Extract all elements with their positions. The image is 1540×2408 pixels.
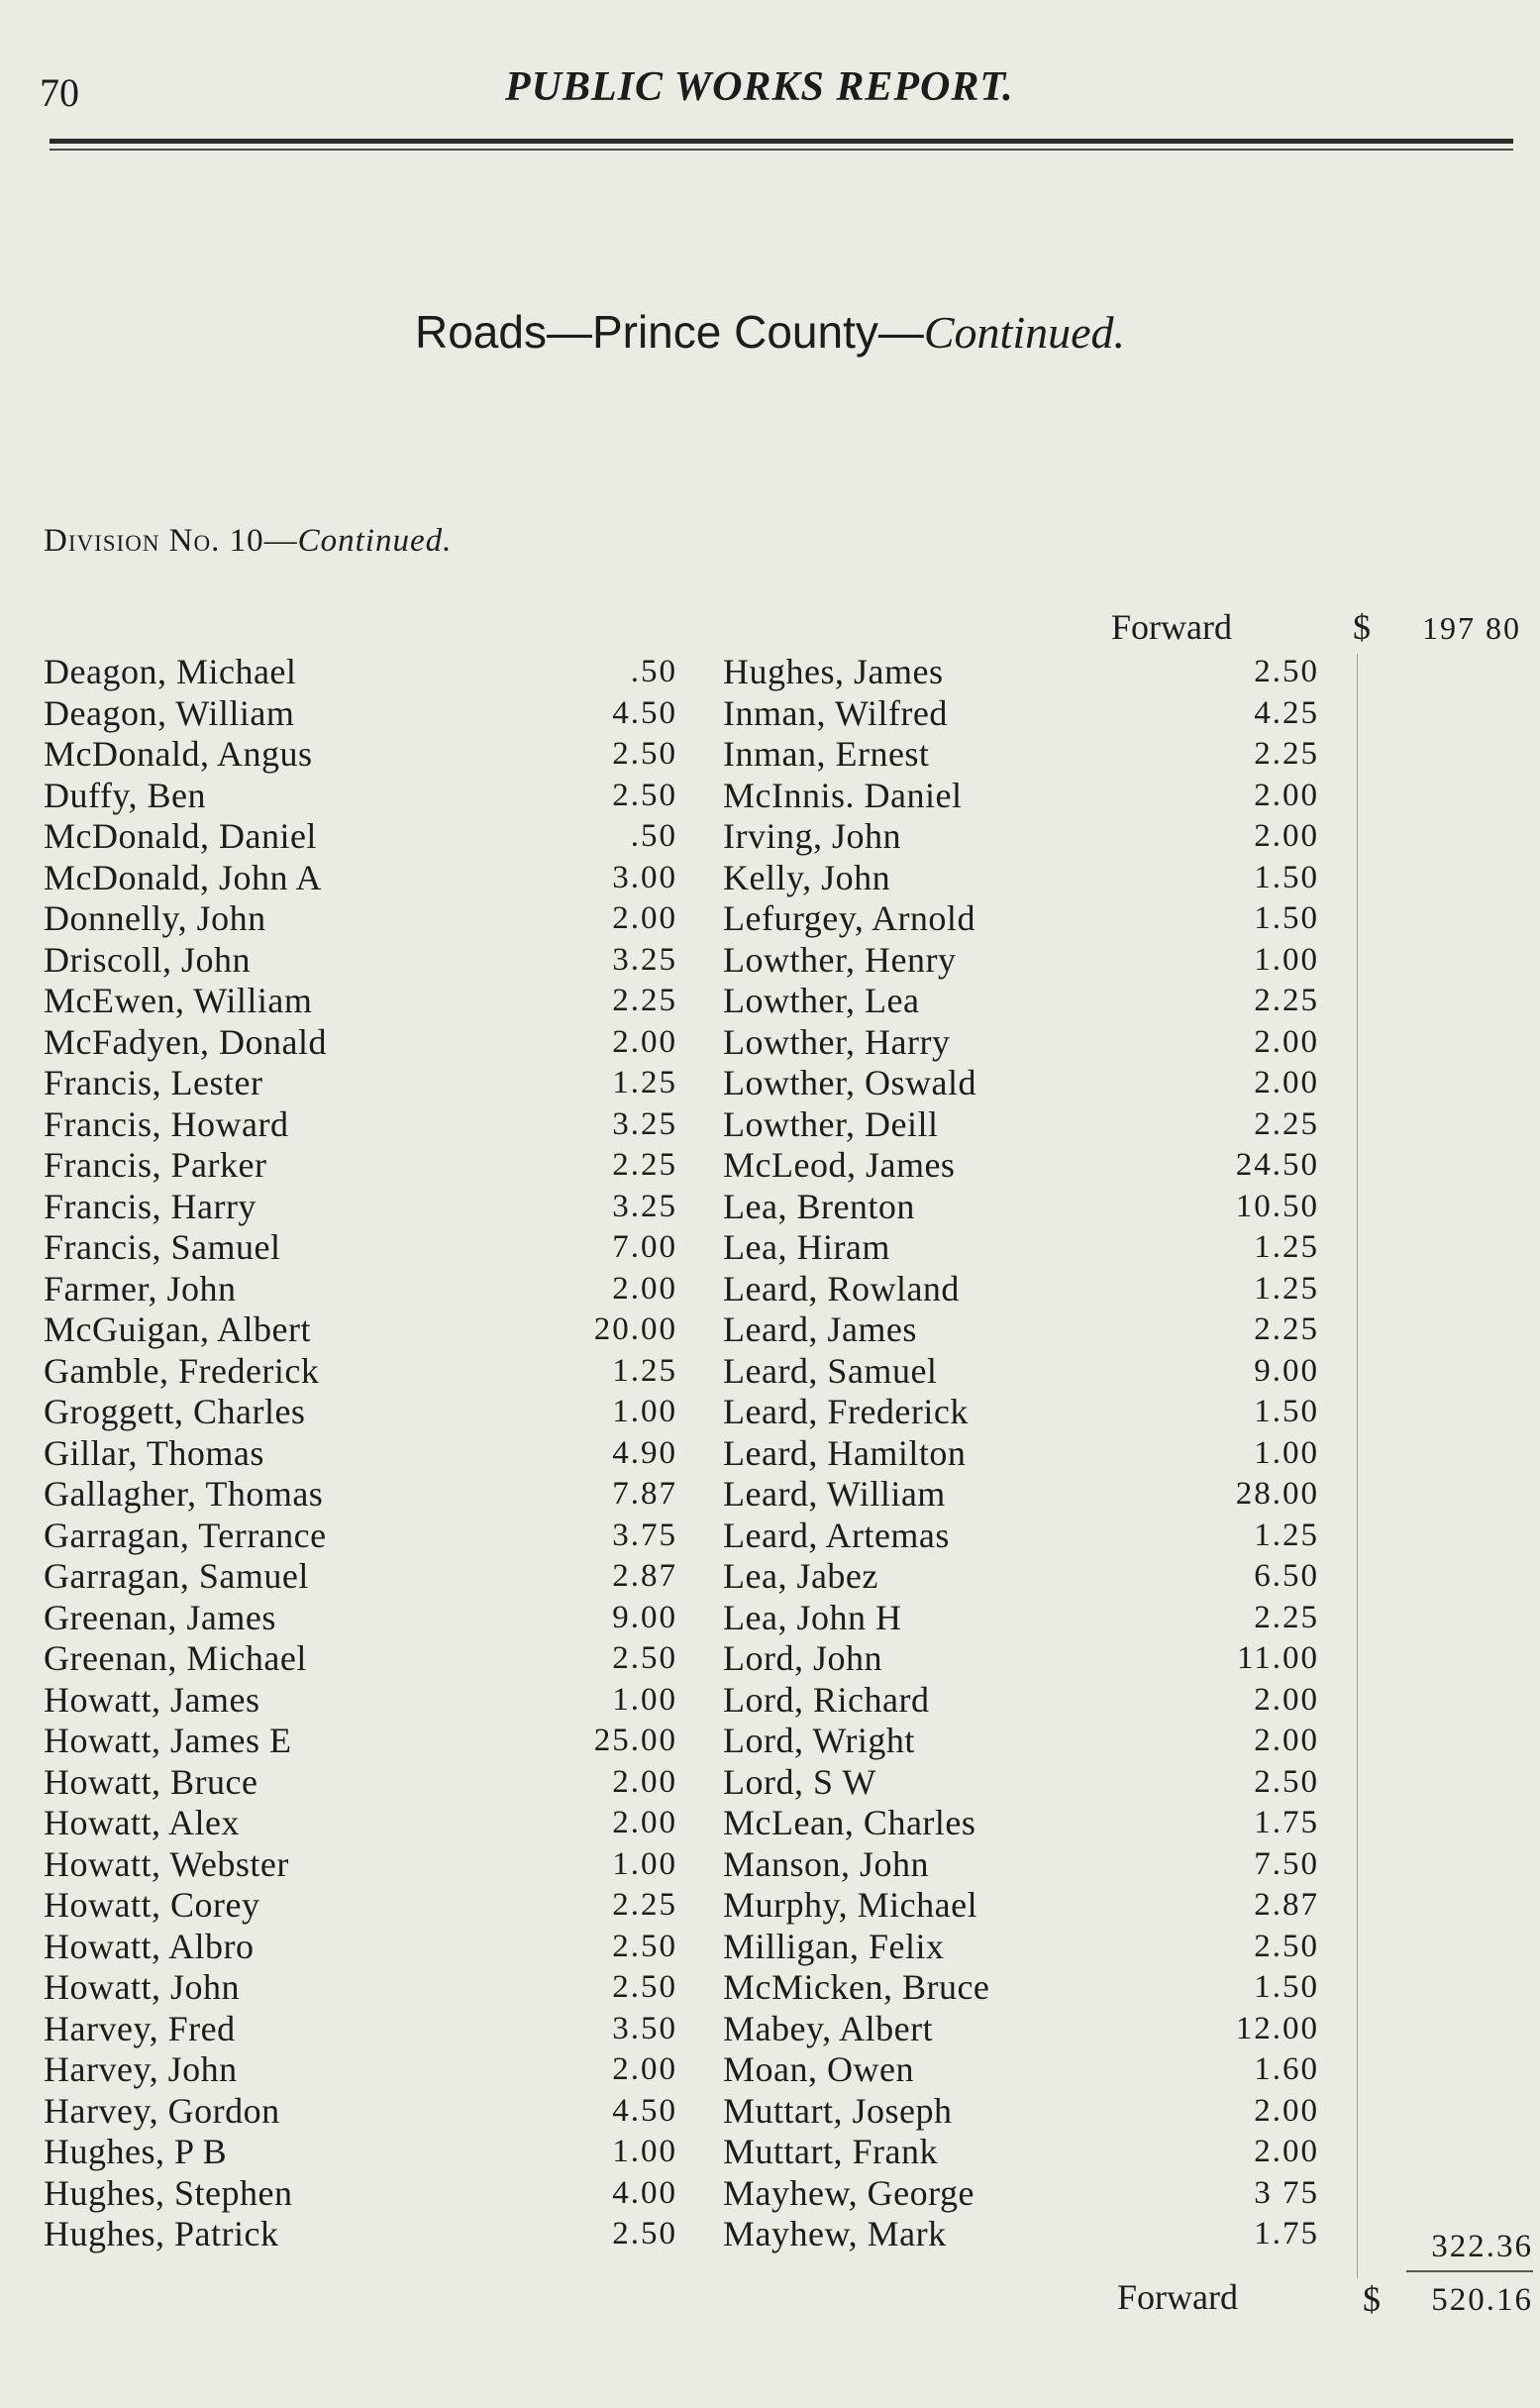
payee-name: Garragan, Terrance xyxy=(44,1515,327,1555)
payee-name: Mayhew, George xyxy=(723,2172,975,2213)
payee-name: Groggett, Charles xyxy=(44,1392,306,1431)
payee-name: Howatt, James E xyxy=(44,1721,292,1760)
payee-name: McMicken, Bruce xyxy=(723,1967,990,2007)
payee-amount: 1.00 xyxy=(612,1394,677,1429)
list-item xyxy=(44,1638,677,1680)
list-item xyxy=(44,1556,677,1598)
payee-name: McGuigan, Albert xyxy=(44,1309,311,1349)
payee-amount: 2.50 xyxy=(612,736,677,772)
list-item xyxy=(44,2132,677,2173)
division-continued: Continued. xyxy=(297,523,453,559)
payee-amount: 2.50 xyxy=(1254,1763,1319,1800)
list-item xyxy=(44,1351,677,1393)
payee-amount: 4.25 xyxy=(1254,694,1319,731)
list-item xyxy=(44,2173,677,2215)
payee-name: Howatt, Webster xyxy=(44,1843,289,1884)
payee-name: Gillar, Thomas xyxy=(44,1432,264,1473)
payee-amount: 4.50 xyxy=(612,2092,677,2129)
list-item xyxy=(723,1844,1357,1886)
running-head: PUBLIC WORKS REPORT. xyxy=(505,64,1014,110)
list-item xyxy=(44,1474,677,1516)
payee-name: McEwen, William xyxy=(44,981,313,1020)
list-item xyxy=(44,2214,677,2255)
payee-amount: 2.50 xyxy=(612,2216,677,2251)
payee-name: Garragan, Samuel xyxy=(44,1556,309,1596)
payee-name: McLeod, James xyxy=(723,1145,956,1185)
payee-name: Howatt, James xyxy=(44,1679,260,1720)
list-item xyxy=(44,1516,677,1557)
list-item xyxy=(723,1022,1357,1064)
payee-name: Farmer, John xyxy=(44,1268,237,1309)
amount-column-rule xyxy=(1357,654,1358,2278)
payee-name: Francis, Lester xyxy=(44,1063,263,1102)
section-title-main: Roads—Prince County— xyxy=(414,306,924,358)
list-item xyxy=(723,652,1357,693)
forward-bottom-label: Forward xyxy=(1117,2277,1238,2317)
list-item xyxy=(44,652,677,693)
payee-amount: 2.25 xyxy=(1254,736,1319,772)
payee-amount: 1.00 xyxy=(612,1845,677,1882)
payee-name: Lord, Wright xyxy=(723,1721,915,1760)
payee-amount: 1.50 xyxy=(1254,1394,1319,1429)
payee-name: Harvey, Gordon xyxy=(44,2090,280,2131)
payee-amount: 1.00 xyxy=(612,2134,677,2169)
list-item xyxy=(723,1351,1357,1393)
payee-amount: 2.50 xyxy=(612,1640,677,1676)
payee-amount: 2.50 xyxy=(612,1969,677,2005)
payee-amount: 2.00 xyxy=(1254,818,1319,854)
payee-amount: 4.50 xyxy=(612,694,677,731)
payee-name: McLean, Charles xyxy=(723,1803,976,1842)
division-label: Division No. 10— xyxy=(44,523,298,559)
payee-amount: 2.50 xyxy=(612,777,677,813)
list-item xyxy=(44,1844,677,1886)
payee-amount: 2.00 xyxy=(1254,2134,1319,2169)
list-item xyxy=(44,1927,677,1968)
payee-amount: 3.25 xyxy=(612,1105,677,1142)
list-item xyxy=(723,940,1357,982)
payee-name: McFadyen, Donald xyxy=(44,1021,327,1062)
list-item xyxy=(723,1187,1357,1228)
right-payee-list xyxy=(723,652,1357,2255)
list-item xyxy=(723,1762,1357,1804)
division-heading xyxy=(44,523,452,560)
list-item xyxy=(44,1227,677,1269)
payee-amount: 12.00 xyxy=(1235,2010,1319,2046)
list-item xyxy=(723,1556,1357,1598)
payee-name: Lowther, Lea xyxy=(723,981,920,1020)
payee-name: Inman, Wilfred xyxy=(723,692,948,733)
payee-name: Howatt, John xyxy=(44,1967,240,2007)
list-item xyxy=(723,734,1357,776)
list-item xyxy=(723,816,1357,858)
payee-amount: 20.00 xyxy=(593,1311,677,1347)
payee-name: Howatt, Corey xyxy=(44,1885,260,1925)
payee-name: Harvey, John xyxy=(44,2049,238,2089)
list-item xyxy=(723,2132,1357,2173)
forward-bottom-amount: 520.16 xyxy=(1431,2282,1533,2318)
payee-name: Leard, Hamilton xyxy=(723,1432,967,1473)
payee-amount: 1.25 xyxy=(1254,1270,1319,1307)
payee-amount: 7.87 xyxy=(612,1476,677,1512)
list-item xyxy=(44,1392,677,1433)
payee-amount: 4.90 xyxy=(612,1434,677,1471)
payee-name: Lea, Hiram xyxy=(723,1227,890,1267)
payee-amount: 2.00 xyxy=(612,900,677,936)
payee-amount: 2.25 xyxy=(1254,1599,1319,1635)
payee-amount: 10.50 xyxy=(1235,1188,1319,1224)
list-item xyxy=(44,1187,677,1228)
payee-name: Murphy, Michael xyxy=(723,1885,978,1925)
list-item xyxy=(723,1063,1357,1104)
list-item xyxy=(44,981,677,1022)
section-title-continued: Continued. xyxy=(923,307,1126,358)
list-item xyxy=(723,776,1357,817)
payee-name: Muttart, Frank xyxy=(723,2132,938,2171)
payee-amount: 2.50 xyxy=(1254,654,1319,689)
payee-name: McDonald, Angus xyxy=(44,734,313,774)
payee-name: Francis, Samuel xyxy=(44,1227,281,1267)
payee-name: Lowther, Henry xyxy=(723,939,957,980)
list-item xyxy=(723,1803,1357,1844)
page-number: 70 xyxy=(40,70,79,115)
payee-name: Gallagher, Thomas xyxy=(44,1474,324,1514)
payee-amount: .50 xyxy=(630,818,677,854)
payee-amount: 2.00 xyxy=(612,1023,677,1060)
payee-amount: 1.00 xyxy=(1254,941,1319,978)
list-item xyxy=(723,1392,1357,1433)
list-item xyxy=(723,1967,1357,2009)
list-item xyxy=(44,1063,677,1104)
payee-name: Deagon, William xyxy=(44,692,295,733)
list-item xyxy=(723,1638,1357,1680)
payee-name: Lowther, Deill xyxy=(723,1103,939,1144)
list-item xyxy=(44,2009,677,2050)
list-item xyxy=(44,2091,677,2133)
header-rule-thick xyxy=(50,139,1513,144)
list-item xyxy=(723,1927,1357,1968)
payee-amount: 4.00 xyxy=(612,2174,677,2211)
payee-name: Irving, John xyxy=(723,816,901,856)
payee-amount: 1.25 xyxy=(612,1065,677,1100)
forward-top-currency: $ xyxy=(1353,607,1371,647)
payee-amount: 2.00 xyxy=(1254,1681,1319,1718)
payee-amount: 2.50 xyxy=(612,1928,677,1964)
payee-amount: 2.25 xyxy=(612,1887,677,1923)
payee-name: Lord, Richard xyxy=(723,1679,930,1720)
payee-amount: 2.87 xyxy=(1254,1887,1319,1923)
payee-amount: 1.25 xyxy=(612,1352,677,1389)
section-title xyxy=(0,305,1540,359)
payee-name: Lord, S W xyxy=(723,1761,876,1802)
payee-name: Leard, William xyxy=(723,1474,946,1514)
payee-name: Deagon, Michael xyxy=(44,652,297,691)
list-item xyxy=(723,1885,1357,1927)
payee-name: McDonald, Daniel xyxy=(44,816,317,856)
payee-amount: 2.00 xyxy=(1254,1723,1319,1758)
list-item xyxy=(723,898,1357,940)
list-item xyxy=(44,1269,677,1310)
list-item xyxy=(723,1145,1357,1187)
payee-amount: 24.50 xyxy=(1235,1147,1319,1183)
list-item xyxy=(44,1885,677,1927)
payee-amount: 2.00 xyxy=(612,1805,677,1840)
payee-name: Lea, Jabez xyxy=(723,1556,878,1596)
payee-name: Driscoll, John xyxy=(44,939,251,980)
payee-name: Hughes, Patrick xyxy=(44,2214,279,2253)
payee-name: Lord, John xyxy=(723,1638,882,1678)
payee-name: Greenan, James xyxy=(44,1597,276,1637)
list-item xyxy=(44,1309,677,1351)
list-item xyxy=(723,1598,1357,1639)
payee-amount: 7.50 xyxy=(1254,1845,1319,1882)
list-item xyxy=(723,1516,1357,1557)
list-item xyxy=(44,1762,677,1804)
payee-amount: 1.25 xyxy=(1254,1229,1319,1265)
list-item xyxy=(723,1721,1357,1762)
total-rule xyxy=(1406,2270,1533,2272)
payee-amount: 6.50 xyxy=(1254,1558,1319,1594)
list-item xyxy=(44,1022,677,1064)
payee-name: Howatt, Alex xyxy=(44,1803,240,1842)
payee-name: Greenan, Michael xyxy=(44,1638,307,1678)
list-item xyxy=(44,898,677,940)
payee-amount: 7.00 xyxy=(612,1229,677,1265)
payee-amount: 2.25 xyxy=(1254,983,1319,1018)
payee-amount: 2.00 xyxy=(1254,1065,1319,1100)
payee-name: Gamble, Frederick xyxy=(44,1350,320,1391)
list-item xyxy=(44,693,677,735)
payee-amount: 3.25 xyxy=(612,1188,677,1224)
payee-name: Lowther, Oswald xyxy=(723,1063,977,1102)
forward-bottom-currency: $ xyxy=(1363,2279,1381,2319)
payee-amount: 25.00 xyxy=(593,1723,677,1758)
payee-amount: 3.25 xyxy=(612,941,677,978)
payee-name: Hughes, P B xyxy=(44,2132,228,2171)
list-item xyxy=(723,2173,1357,2215)
payee-amount: 3.75 xyxy=(612,1517,677,1553)
payee-name: Francis, Parker xyxy=(44,1145,267,1185)
payee-name: Milligan, Felix xyxy=(723,1926,945,1966)
payee-name: Hughes, Stephen xyxy=(44,2172,293,2213)
payee-amount: 2.25 xyxy=(612,983,677,1018)
list-item xyxy=(44,1104,677,1146)
forward-top-label: Forward xyxy=(1111,607,1232,647)
payee-name: Donnelly, John xyxy=(44,898,266,938)
list-item xyxy=(723,693,1357,735)
payee-name: Lea, John H xyxy=(723,1597,902,1637)
payee-name: Harvey, Fred xyxy=(44,2008,236,2048)
payee-amount: 11.00 xyxy=(1236,1640,1319,1676)
payee-amount: 2.00 xyxy=(1254,2092,1319,2129)
column-total: 322.36 xyxy=(1431,2229,1533,2264)
payee-name: Lea, Brenton xyxy=(723,1186,915,1226)
payee-name: Francis, Harry xyxy=(44,1186,257,1226)
list-item xyxy=(723,1309,1357,1351)
payee-amount: 3.50 xyxy=(612,2010,677,2046)
list-item xyxy=(723,1433,1357,1475)
list-item xyxy=(723,2049,1357,2091)
payee-amount: .50 xyxy=(630,654,677,689)
payee-name: Leard, Frederick xyxy=(723,1392,969,1431)
list-item xyxy=(44,1721,677,1762)
left-payee-list xyxy=(44,652,677,2255)
payee-name: Duffy, Ben xyxy=(44,775,206,815)
payee-amount: 1.50 xyxy=(1254,1969,1319,2005)
list-item xyxy=(723,981,1357,1022)
list-item xyxy=(44,1145,677,1187)
payee-amount: 9.00 xyxy=(1254,1352,1319,1389)
payee-name: Mabey, Albert xyxy=(723,2008,934,2048)
payee-amount: 1.00 xyxy=(612,1681,677,1718)
payee-amount: 2.00 xyxy=(1254,777,1319,813)
list-item xyxy=(723,2214,1357,2255)
list-item xyxy=(44,2049,677,2091)
payee-amount: 3.00 xyxy=(612,859,677,895)
list-item xyxy=(44,1803,677,1844)
payee-name: McInnis. Daniel xyxy=(723,775,963,815)
list-item xyxy=(44,1680,677,1722)
list-item xyxy=(723,858,1357,899)
list-item xyxy=(723,1680,1357,1722)
payee-name: Lowther, Harry xyxy=(723,1021,951,1062)
list-item xyxy=(723,2091,1357,2133)
payee-name: Leard, Artemas xyxy=(723,1515,950,1555)
payee-amount: 1.50 xyxy=(1254,900,1319,936)
list-item xyxy=(723,1269,1357,1310)
list-item xyxy=(723,1227,1357,1269)
payee-amount: 2.50 xyxy=(1254,1928,1319,1964)
payee-amount: 2.87 xyxy=(612,1558,677,1594)
list-item xyxy=(44,1967,677,2009)
payee-amount: 1.00 xyxy=(1254,1434,1319,1471)
list-item xyxy=(44,858,677,899)
payee-name: Lefurgey, Arnold xyxy=(723,898,975,938)
payee-amount: 3 75 xyxy=(1254,2174,1319,2211)
payee-name: Leard, James xyxy=(723,1309,917,1349)
list-item xyxy=(44,940,677,982)
payee-name: Howatt, Albro xyxy=(44,1926,255,1966)
list-item xyxy=(723,2009,1357,2050)
payee-name: Manson, John xyxy=(723,1843,930,1884)
payee-name: McDonald, John A xyxy=(44,857,322,897)
list-item xyxy=(723,1104,1357,1146)
list-item xyxy=(44,816,677,858)
payee-name: Hughes, James xyxy=(723,652,944,691)
forward-top-amount: 197 80 xyxy=(1422,610,1521,646)
payee-amount: 2.00 xyxy=(612,1270,677,1307)
payee-amount: 28.00 xyxy=(1235,1476,1319,1512)
payee-amount: 1.50 xyxy=(1254,859,1319,895)
list-item xyxy=(44,776,677,817)
header-rule-thin xyxy=(50,149,1513,151)
payee-name: Mayhew, Mark xyxy=(723,2214,947,2253)
payee-name: Muttart, Joseph xyxy=(723,2090,953,2131)
payee-amount: 2.00 xyxy=(1254,1023,1319,1060)
payee-name: Moan, Owen xyxy=(723,2049,914,2089)
payee-amount: 2.25 xyxy=(1254,1105,1319,1142)
list-item xyxy=(44,734,677,776)
payee-name: Howatt, Bruce xyxy=(44,1761,258,1802)
payee-name: Leard, Rowland xyxy=(723,1268,960,1309)
payee-name: Kelly, John xyxy=(723,857,891,897)
payee-name: Leard, Samuel xyxy=(723,1350,938,1391)
list-item xyxy=(723,1474,1357,1516)
payee-name: Francis, Howard xyxy=(44,1103,289,1144)
payee-name: Inman, Ernest xyxy=(723,734,930,774)
payee-amount: 9.00 xyxy=(612,1599,677,1635)
payee-amount: 2.00 xyxy=(612,1763,677,1800)
payee-amount: 1.25 xyxy=(1254,1517,1319,1553)
payee-amount: 2.00 xyxy=(612,2051,677,2087)
payee-amount: 2.25 xyxy=(612,1147,677,1183)
payee-amount: 1.75 xyxy=(1254,2216,1319,2251)
list-item xyxy=(44,1433,677,1475)
payee-amount: 2.25 xyxy=(1254,1311,1319,1347)
list-item xyxy=(44,1598,677,1639)
payee-amount: 1.60 xyxy=(1254,2051,1319,2087)
payee-amount: 1.75 xyxy=(1254,1805,1319,1840)
